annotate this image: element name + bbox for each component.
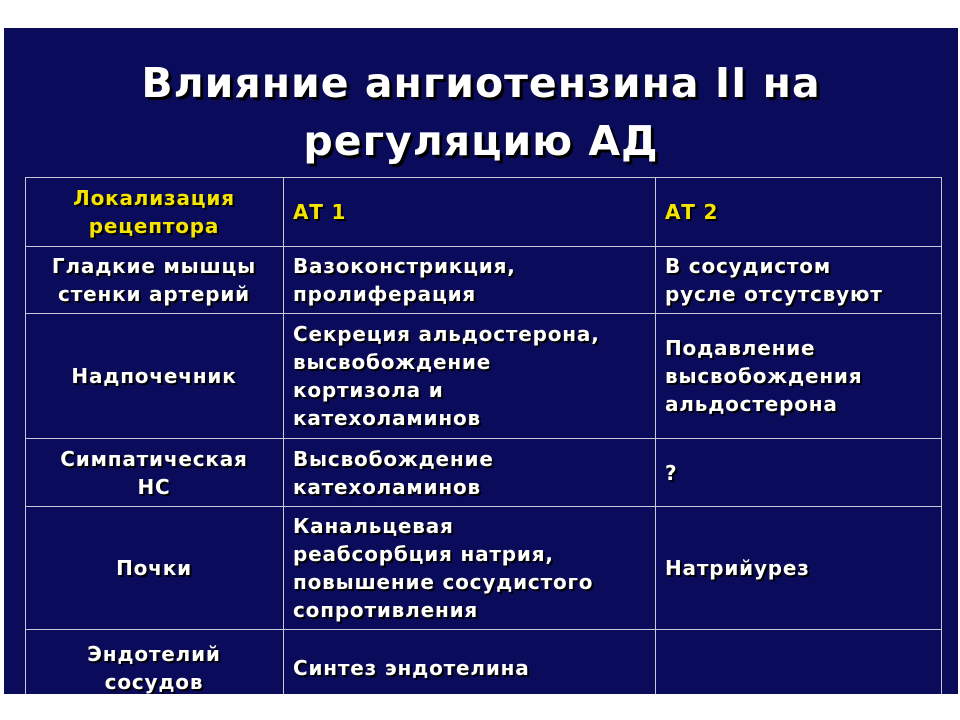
cell-line: альдостерона xyxy=(665,392,838,416)
cell-line: Гладкие мышцы xyxy=(51,254,257,278)
cell-line: Синтез эндотелина xyxy=(293,656,530,680)
header-at2: АТ 2 xyxy=(656,178,942,247)
cell-localization xyxy=(26,439,284,507)
cell-at1 xyxy=(284,630,656,695)
cell-at1 xyxy=(284,439,656,507)
cell-at2 xyxy=(656,507,942,630)
cell-localization xyxy=(26,630,284,695)
cell-line: сопротивления xyxy=(293,598,479,622)
cell-line: Эндотелий xyxy=(87,642,221,666)
cell-at1 xyxy=(284,314,656,439)
header-at1: АТ 1 xyxy=(284,178,656,247)
table-row xyxy=(26,247,942,314)
header-localization xyxy=(26,178,284,247)
receptor-table xyxy=(25,177,942,694)
cell-line: пролиферация xyxy=(293,282,477,306)
cell-at2 xyxy=(656,247,942,314)
cell-line: Подавление xyxy=(665,336,816,360)
table-header-row xyxy=(26,178,942,247)
cell-line: стенки артерий xyxy=(58,282,250,306)
cell-localization xyxy=(26,314,284,439)
cell-at2 xyxy=(656,314,942,439)
cell-line: ? xyxy=(665,460,678,485)
cell-line: высвобождения xyxy=(665,364,863,388)
table-row xyxy=(26,630,942,695)
cell-at1 xyxy=(284,247,656,314)
table-row xyxy=(26,507,942,630)
cell-line: катехоламинов xyxy=(293,406,481,430)
cell-at2-empty xyxy=(656,630,942,695)
cell-line: повышение сосудистого xyxy=(293,570,594,594)
header-localization-line-2: рецептора xyxy=(88,214,220,238)
cell-line: реабсорбция натрия, xyxy=(293,542,554,566)
cell-line: Натрийурез xyxy=(665,556,810,580)
cell-localization xyxy=(26,247,284,314)
cell-line: Надпочечник xyxy=(71,364,237,388)
table-row xyxy=(26,439,942,507)
cell-line: Секреция альдостерона, xyxy=(293,322,600,346)
slide-title xyxy=(4,54,958,170)
title-line-1: Влияние ангиотензина II на xyxy=(141,59,821,107)
cell-line: Канальцевая xyxy=(293,514,454,538)
header-localization-line-1: Локализация xyxy=(73,186,235,210)
cell-line: сосудов xyxy=(104,670,204,694)
cell-line: Высвобождение xyxy=(293,446,494,471)
cell-line: В сосудистом xyxy=(665,254,831,278)
cell-line: кортизола и xyxy=(293,378,444,402)
cell-at2 xyxy=(656,439,942,507)
title-line-2: регуляцию АД xyxy=(303,117,659,165)
cell-line: Симпатическая xyxy=(60,446,248,471)
cell-at1 xyxy=(284,507,656,630)
table-row xyxy=(26,314,942,439)
cell-localization xyxy=(26,507,284,630)
cell-line: русле отсутсвуют xyxy=(665,282,883,306)
slide xyxy=(4,28,958,694)
cell-line: НС xyxy=(137,474,171,499)
cell-line: Вазоконстрикция, xyxy=(293,254,516,278)
cell-line: высвобождение xyxy=(293,350,492,374)
cell-line: катехоламинов xyxy=(293,474,481,499)
cell-line: Почки xyxy=(116,556,192,580)
